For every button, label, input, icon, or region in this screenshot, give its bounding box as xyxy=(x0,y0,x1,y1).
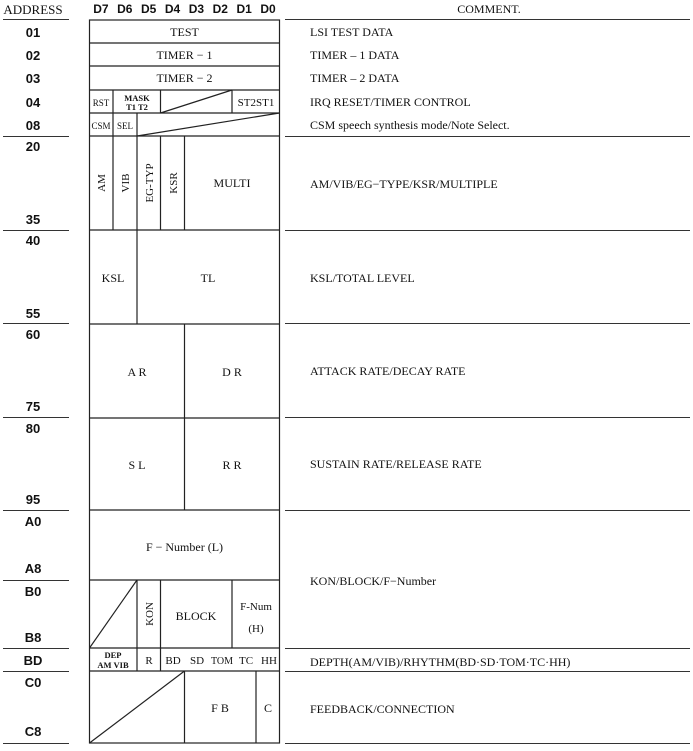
comment-divider xyxy=(285,323,690,324)
address-04: 04 xyxy=(25,95,41,110)
field-r: R xyxy=(145,655,153,667)
comment-divider xyxy=(285,671,690,672)
comment-A0: KON/BLOCK/F−Number xyxy=(310,574,437,588)
address-75: 75 xyxy=(25,399,41,414)
address-column-header: ADDRESS xyxy=(3,2,63,17)
comment-40: KSL/TOTAL LEVEL xyxy=(310,271,415,285)
field-sel: SEL xyxy=(116,121,134,131)
unused-bits-slash xyxy=(161,90,233,113)
address-08: 08 xyxy=(25,118,41,133)
address-80: 80 xyxy=(25,421,41,436)
address-40: 40 xyxy=(25,233,41,248)
field-dep-am-vib: AM VIB xyxy=(97,660,129,670)
comment-divider xyxy=(285,230,690,231)
field-ksr: KSR xyxy=(168,172,180,194)
bit-header-d0: D0 xyxy=(260,2,276,16)
field-st2st1: ST2ST1 xyxy=(237,97,275,109)
comment-03: TIMER – 2 DATA xyxy=(310,71,400,85)
address-55: 55 xyxy=(25,306,41,321)
comment-C0: FEEDBACK/CONNECTION xyxy=(310,702,455,716)
comment-divider xyxy=(285,743,690,744)
field-eg-typ: EG-TYP xyxy=(144,163,156,203)
field-fnumber-low: F − Number (L) xyxy=(145,540,224,554)
comment-20: AM/VIB/EG−TYPE/KSR/MULTIPLE xyxy=(310,177,498,191)
comment-divider xyxy=(285,417,690,418)
field-dep: DEP xyxy=(104,650,122,660)
comment-80: SUSTAIN RATE/RELEASE RATE xyxy=(310,457,482,471)
field-dr: D R xyxy=(222,365,242,379)
field-rst: RST xyxy=(92,98,110,108)
field-timer2: TIMER − 2 xyxy=(156,71,213,85)
field-sl: S L xyxy=(128,458,146,472)
field-fnum-high: (H) xyxy=(248,623,264,635)
field-multi: MULTI xyxy=(213,176,251,190)
field-tl: TL xyxy=(200,271,216,285)
address-A0: A0 xyxy=(24,514,42,529)
address-BD: BD xyxy=(23,653,43,668)
field-test: TEST xyxy=(170,25,199,39)
field-mask-t1-t2: T1 T2 xyxy=(126,102,148,112)
comment-60: ATTACK RATE/DECAY RATE xyxy=(310,364,466,378)
bit-header-d7: D7 xyxy=(93,2,109,16)
unused-bits-slash xyxy=(137,113,280,136)
address-B0: B0 xyxy=(24,584,42,599)
field-tc: TC xyxy=(238,655,254,667)
field-fnum: F-Num xyxy=(240,601,272,613)
field-c: C xyxy=(263,701,273,715)
bit-header-d4: D4 xyxy=(164,2,181,16)
field-timer1: TIMER − 1 xyxy=(156,48,213,62)
address-C0: C0 xyxy=(24,675,42,690)
address-B8: B8 xyxy=(24,630,42,645)
field-fb: F B xyxy=(211,701,229,715)
comment-08: CSM speech synthesis mode/Note Select. xyxy=(310,118,510,132)
field-tom: TOM xyxy=(210,656,234,667)
bit-header-d2: D2 xyxy=(212,2,228,16)
field-ksl: KSL xyxy=(101,271,125,285)
field-rr: R R xyxy=(222,458,242,472)
bit-header-d5: D5 xyxy=(141,2,157,16)
field-bd: BD xyxy=(165,655,181,667)
address-03: 03 xyxy=(25,71,41,86)
field-vib: VIB xyxy=(120,173,132,193)
field-csm: CSM xyxy=(91,121,111,131)
bit-header-d3: D3 xyxy=(188,2,205,16)
comment-02: TIMER – 1 DATA xyxy=(310,48,400,62)
address-20: 20 xyxy=(25,139,41,154)
address-A8: A8 xyxy=(24,561,42,576)
comment-BD: DEPTH(AM/VIB)/RHYTHM(BD·SD·TOM·TC·HH) xyxy=(310,655,571,669)
unused-bits-slash xyxy=(90,580,138,648)
field-kon: KON xyxy=(144,602,156,626)
comment-01: LSI TEST DATA xyxy=(310,25,394,39)
address-95: 95 xyxy=(25,492,41,507)
comment-divider xyxy=(285,510,690,511)
address-01: 01 xyxy=(25,25,41,40)
comment-column-header: COMMENT. xyxy=(457,2,521,16)
field-sd: SD xyxy=(189,655,205,667)
comment-divider xyxy=(285,136,690,137)
bit-header-d1: D1 xyxy=(236,2,252,16)
unused-bits-slash xyxy=(90,671,185,743)
address-C8: C8 xyxy=(24,724,42,739)
address-60: 60 xyxy=(25,327,41,342)
comment-divider xyxy=(285,648,690,649)
field-hh: HH xyxy=(261,655,277,667)
field-am: AM xyxy=(96,174,108,192)
address-02: 02 xyxy=(25,48,41,63)
field-block: BLOCK xyxy=(175,609,217,623)
field-mask: MASK xyxy=(124,93,150,103)
bit-header-d6: D6 xyxy=(117,2,133,16)
address-35: 35 xyxy=(25,212,41,227)
comment-04: IRQ RESET/TIMER CONTROL xyxy=(310,95,471,109)
field-ar: A R xyxy=(127,365,147,379)
